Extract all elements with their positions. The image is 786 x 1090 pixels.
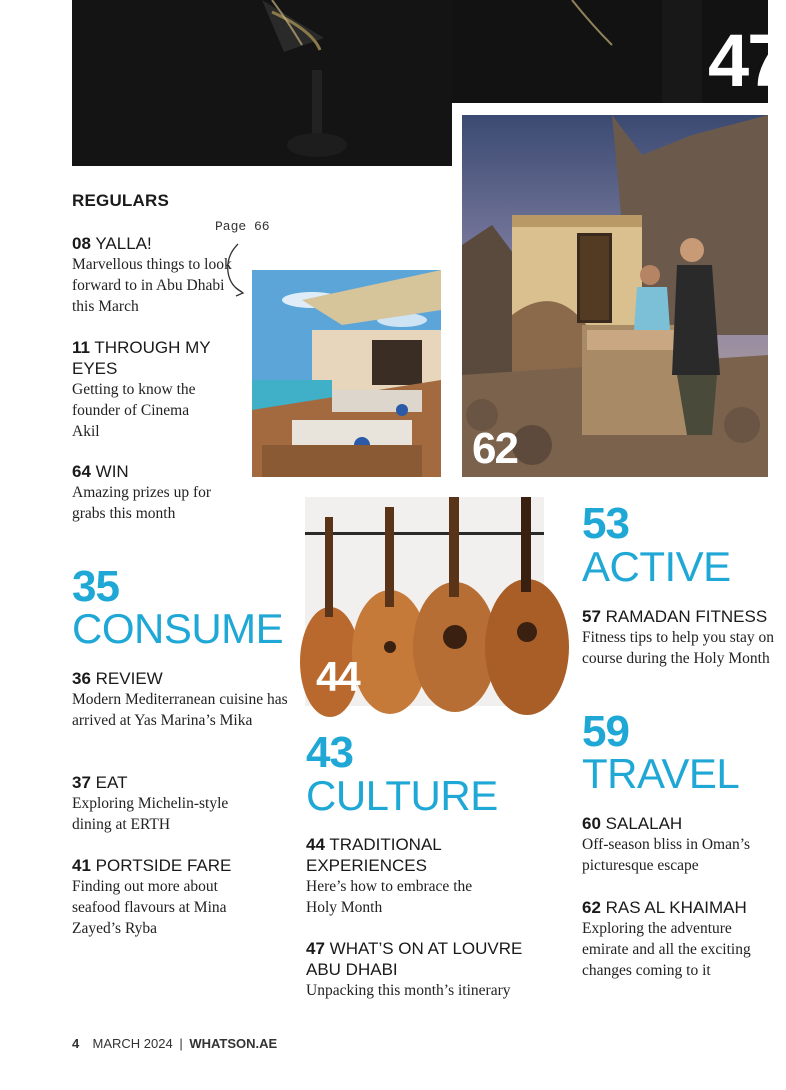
travel-item[interactable] [582,813,768,876]
regulars-item[interactable] [72,461,232,524]
item-desc: Exploring Michelin-style dining at ERTH [72,795,229,833]
consume-item[interactable] [72,855,292,939]
active-section-number: 53 [582,499,629,548]
oud-photo-label: 44 [316,653,359,700]
item-desc: Modern Mediterranean cuisine has arrived at Yas Marina’s Mika [72,691,288,729]
travel-item[interactable] [582,897,768,981]
item-desc: Marvellous things to look forward to in Abu Dhabi this March [72,256,232,315]
travel-section-name: TRAVEL [582,750,740,797]
item-title: 47 WHAT’S ON AT LOUVRE ABU DHABI [306,939,523,979]
item-title: 37 EAT [72,773,128,792]
footer-issue: MARCH 2024 [92,1036,173,1051]
ras-al-khaimah-photo [462,115,768,477]
item-title: 41 PORTSIDE FARE [72,856,232,875]
regulars-heading: REGULARS [72,191,169,210]
ras-al-khaimah-photo-label: 62 [472,424,517,473]
item-title: 11 THROUGH MY EYES [72,338,211,378]
consume-item[interactable] [72,772,292,835]
consume-section-name: CONSUME [72,605,284,652]
page-note: Page 66 [215,219,270,234]
item-desc: Off-season bliss in Oman’s picturesque escape [582,836,751,874]
footer-separator: | [179,1036,183,1051]
resort-pool-photo [252,270,441,477]
top-page-number: 47 [708,19,786,102]
item-title: 60 SALALAH [582,814,683,833]
regulars-item[interactable] [72,233,232,317]
travel-section-number: 59 [582,707,629,756]
item-desc: Exploring the adventure emirate and all the exciting changes coming to it [582,920,751,979]
active-item[interactable] [582,606,775,669]
regulars-item[interactable] [72,337,232,442]
item-title: 64 WIN [72,462,129,481]
top-dark-photo [72,0,452,166]
footer-page-number: 4 [72,1036,80,1051]
item-desc: Unpacking this month’s itinerary [306,982,511,999]
page-footer [72,1036,277,1051]
item-title: 57 RAMADAN FITNESS [582,607,768,626]
culture-item[interactable] [306,834,546,918]
culture-section-number: 43 [306,728,353,777]
consume-section-number: 35 [72,562,119,611]
item-title: 44 TRADITIONAL EXPERIENCES [306,835,442,875]
item-title: 08 YALLA! [72,234,152,253]
active-section-name: ACTIVE [582,543,731,590]
consume-item[interactable] [72,668,292,731]
item-title: 62 RAS AL KHAIMAH [582,898,747,917]
footer-site[interactable]: WHATSON.AE [189,1036,278,1051]
item-desc: Fitness tips to help you stay on course during the Holy Month [582,629,775,667]
item-title: 36 REVIEW [72,669,163,688]
item-desc: Here’s how to embrace the Holy Month [306,878,473,916]
item-desc: Amazing prizes up for grabs this month [72,484,212,522]
culture-item[interactable] [306,938,546,1001]
item-desc: Getting to know the founder of Cinema Akil [72,381,196,440]
item-desc: Finding out more about seafood flavours at Mina Zayed’s Ryba [72,878,227,937]
culture-section-name: CULTURE [306,772,498,819]
